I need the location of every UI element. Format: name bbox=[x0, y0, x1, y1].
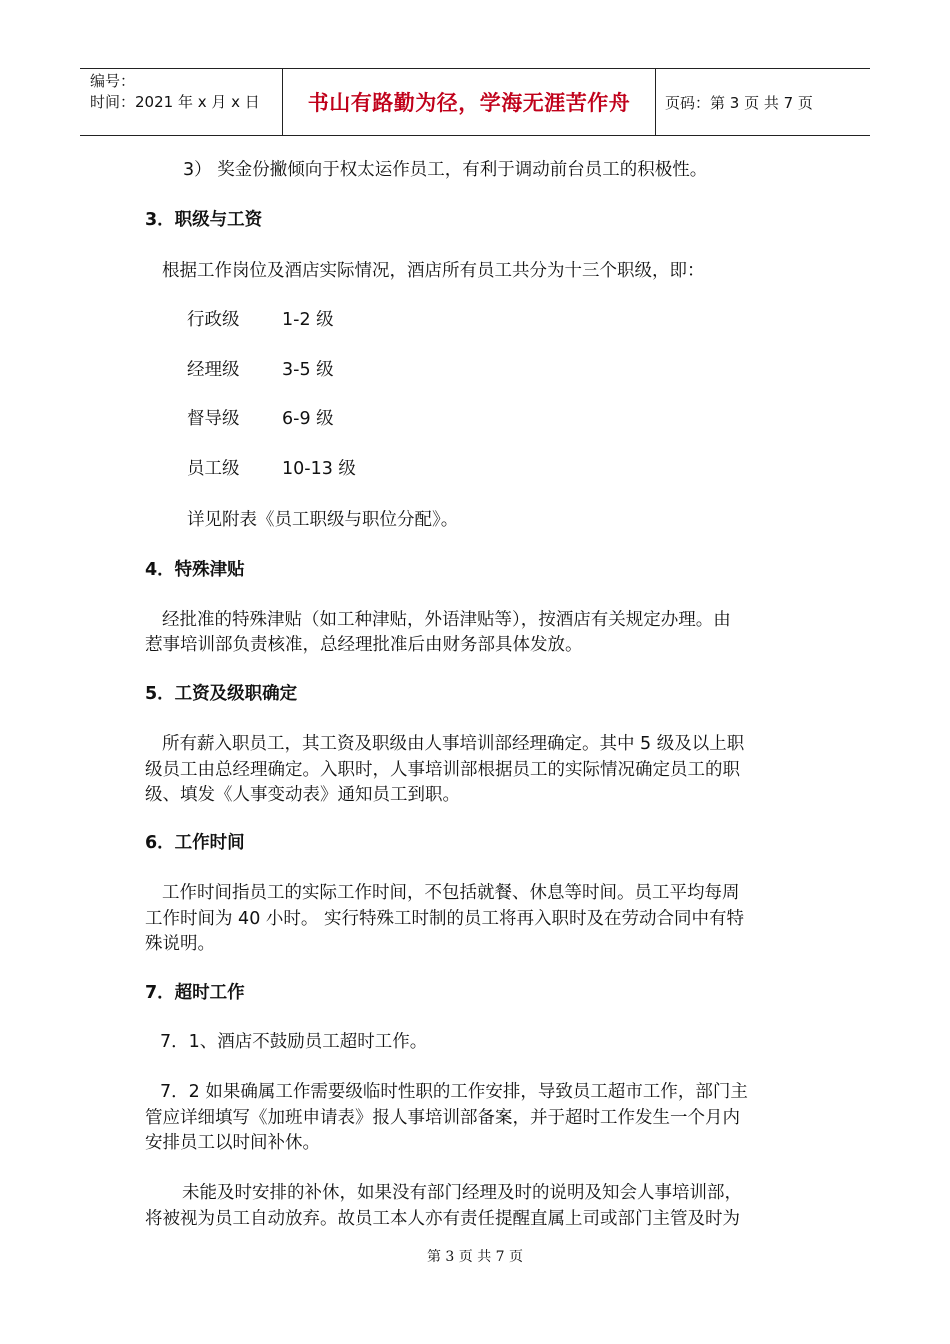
paragraph-line: 所有薪入职员工，其工资及职级由人事培训部经理确定。其中 5 级及以上职 bbox=[162, 734, 745, 754]
paragraph-line: 级、填发《人事变动表》通知员工到职。 bbox=[145, 785, 460, 805]
grade-name: 经理级 bbox=[187, 360, 240, 380]
header-divider bbox=[282, 69, 283, 135]
page-footer: 第 3 页 共 7 页 bbox=[426, 1249, 524, 1265]
paragraph-line: 级员工由总经理确定。入职时，人事培训部根据员工的实际情况确定员工的职 bbox=[145, 760, 740, 780]
paragraph-line: 将被视为员工自动放弃。故员工本人亦有责任提醒直属上司或部门主管及时为 bbox=[145, 1209, 740, 1229]
paragraph-line: 惹事培训部负责核准，总经理批准后由财务部具体发放。 bbox=[145, 635, 583, 655]
paragraph-line: 殊说明。 bbox=[145, 934, 215, 954]
grade-name: 行政级 bbox=[187, 310, 240, 330]
paragraph-line: 7．2 如果确属工作需要级临时性职的工作安排，导致员工超市工作，部门主 bbox=[160, 1082, 748, 1102]
section-3-intro: 根据工作岗位及酒店实际情况，酒店所有员工共分为十三个职级，即： bbox=[162, 261, 705, 281]
paragraph-line: 7．1、酒店不鼓励员工超时工作。 bbox=[160, 1032, 428, 1052]
paragraph-line: 工作时间指员工的实际工作时间，不包括就餐、休息等时间。员工平均每周 bbox=[162, 883, 740, 903]
grade-range: 10-13 级 bbox=[282, 459, 356, 479]
grade-range: 3-5 级 bbox=[282, 360, 334, 380]
item-3: 3） 奖金份撇倾向于权太运作员工，有利于调动前台员工的积极性。 bbox=[183, 160, 708, 180]
header-left-cell bbox=[90, 71, 260, 113]
paragraph-line: 未能及时安排的补休，如果没有部门经理及时的说明及知会人事培训部， bbox=[182, 1183, 742, 1203]
section-7-title: 7．超时工作 bbox=[145, 983, 245, 1003]
time-label: 时间：2021 年 x 月 x 日 bbox=[90, 93, 260, 111]
header-divider bbox=[655, 69, 656, 135]
section-3-note: 详见附表《员工职级与职位分配》。 bbox=[187, 510, 459, 530]
section-6-title: 6．工作时间 bbox=[145, 833, 245, 853]
grade-name: 员工级 bbox=[187, 459, 240, 479]
header-motto: 书山有路勤为径，学海无涯苦作舟 bbox=[307, 91, 631, 115]
header-table bbox=[80, 68, 870, 136]
number-label: 编号： bbox=[90, 72, 136, 90]
paragraph-line: 安排员工以时间补休。 bbox=[145, 1133, 320, 1153]
section-5-title: 5．工资及级职确定 bbox=[145, 684, 298, 704]
grade-range: 1-2 级 bbox=[282, 310, 334, 330]
grade-range: 6-9 级 bbox=[282, 409, 334, 429]
page-code: 页码：第 3 页 共 7 页 bbox=[665, 93, 813, 112]
section-4-title: 4．特殊津贴 bbox=[145, 560, 245, 580]
paragraph-line: 经批准的特殊津贴（如工种津贴，外语津贴等），按酒店有关规定办理。由 bbox=[162, 610, 731, 630]
paragraph-line: 工作时间为 40 小时。 实行特殊工时制的员工将再入职时及在劳动合同中有特 bbox=[145, 909, 744, 929]
paragraph-line: 管应详细填写《加班申请表》报人事培训部备案，并于超时工作发生一个月内 bbox=[145, 1108, 740, 1128]
section-3-title: 3．职级与工资 bbox=[145, 210, 263, 230]
grade-name: 督导级 bbox=[187, 409, 240, 429]
